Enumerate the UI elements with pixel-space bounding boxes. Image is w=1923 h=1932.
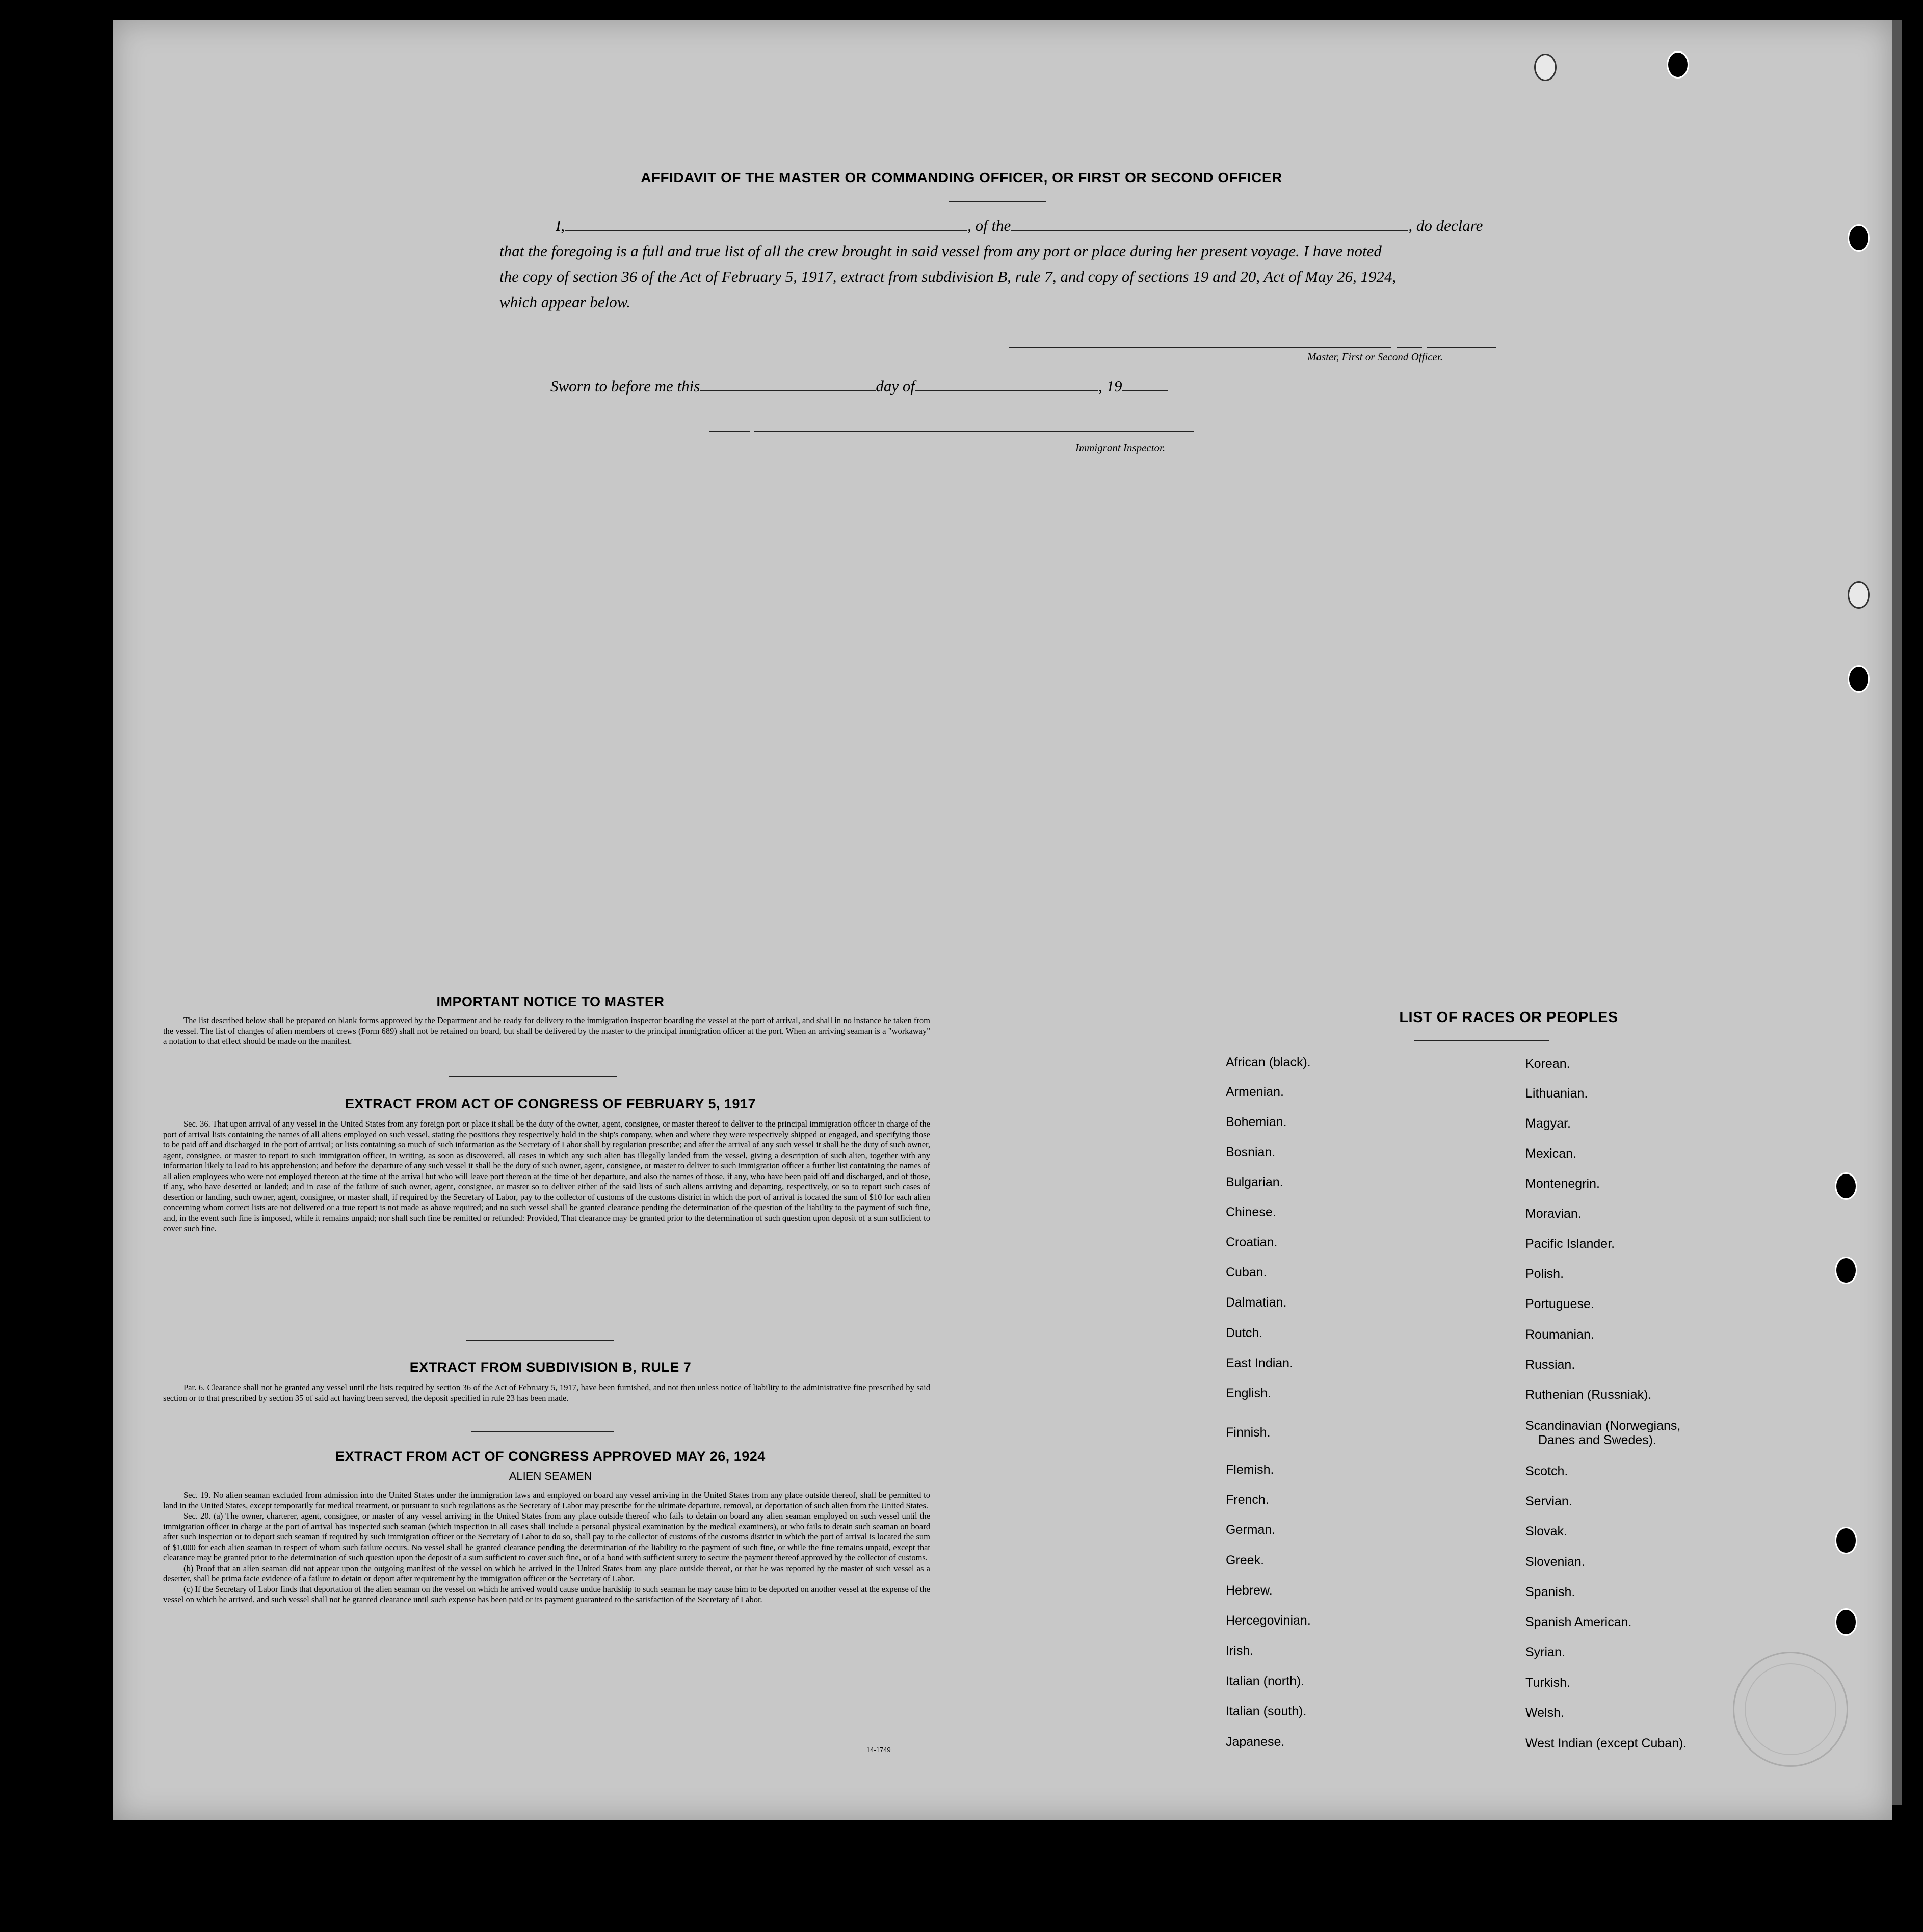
race-item: Bohemian. [1226, 1115, 1287, 1129]
race-item: Ruthenian (Russniak). [1525, 1388, 1652, 1402]
divider [471, 1431, 614, 1432]
divider [949, 201, 1046, 202]
alien-seamen-subtitle: ALIEN SEAMEN [509, 1470, 592, 1482]
race-item: Mexican. [1525, 1146, 1577, 1161]
vessel-label: , of the [967, 217, 1011, 234]
race-item: Servian. [1525, 1494, 1572, 1508]
race-item: African (black). [1226, 1055, 1311, 1069]
race-item: Dalmatian. [1226, 1295, 1287, 1310]
race-item: Greek. [1226, 1553, 1265, 1568]
sec-36-paragraph: Sec. 36. That upon arrival of any vessel in the United States from any foreign port or place it shall be the duty of the owner, agent, consignee, or master thereof to deliver to the principal immigration officer in charge of the port of arrival lists containing the names of all aliens employed on such vessel, stating the positions they respectively hold in the ship's company, when and where they were respectively shipped or engaged, and specifying those to be paid off and discharged in the port of arrival; or lists containing so much of such information as the Secretary of Labor shall by regulation prescribe; and after the arrival of any such vessel it shall be the duty of such owner, agent, consignee, or master to report to such immigration officer, in writing, as soon as discovered, all cases in which any such alien has illegally landed from the vessel, giving a description of such alien, together with any information likely to lead to his apprehension; and before the departure of any such vessel it shall be the duty of such owner, agent, consignee, or master to deliver to such immigration officer a further list containing the names of all alien employees who were not employed thereon at the time of the arrival but who will leave port thereon at the time of her departure, and also the names of those, if any, who have been paid off and discharged, and of those, if any, who have deserted or landed; and in case of the failure of such owner, agent, consignee, or master so to deliver either of the said lists of such aliens arriving and departing, respectively, or so to report such cases of desertion or landing, such owner, agent, consignee, or master shall, if required by the Secretary of Labor, pay to the collector of customs of the customs district in which the port of arrival is located the sum of $10 for each alien concerning whom correct lists are not delivered or a true report is not made as above required; and no such vessel shall be granted clearance pending the determination of the question of the liability to the payment of such fine, and, in the event such fine is imposed, while it remains unpaid; nor shall such fine be remitted or refunded: Provided, That clearance may be granted prior to the determination of such question upon deposit of a sum sufficient to cover such fine. [163, 1119, 930, 1233]
race-item: West Indian (except Cuban). [1525, 1736, 1687, 1751]
race-item: Hebrew. [1226, 1583, 1273, 1598]
year-label: , 19 [1098, 377, 1122, 395]
race-item: Spanish American. [1525, 1615, 1632, 1629]
notice-body [163, 1015, 930, 1047]
race-item: Slovak. [1525, 1524, 1567, 1538]
race-item: Cuban. [1226, 1265, 1267, 1280]
inspector-signature-line [709, 431, 750, 432]
race-item: Moravian. [1525, 1207, 1582, 1221]
inspector-signature-line[interactable] [754, 431, 1194, 432]
race-item: Portuguese. [1525, 1297, 1594, 1311]
binder-hole-icon [1534, 54, 1557, 81]
rule-7-title: EXTRACT FROM SUBDIVISION B, RULE 7 [409, 1360, 692, 1375]
race-item: Polish. [1525, 1267, 1564, 1281]
race-item: Armenian. [1226, 1085, 1284, 1099]
race-item: Scandinavian (Norwegians, [1525, 1419, 1681, 1433]
race-item: Roumanian. [1525, 1327, 1594, 1342]
par-6-paragraph: Par. 6. Clearance shall not be granted any vessel until the lists required by section 36 of the Act of February 5, 1917, have been furnished, and not then unless notice of liability to the administrative fine prescribed by said section or to that prescribed by section 35 of said act having been served, the deposit specified in rule 23 has been made. [163, 1382, 930, 1403]
extract-1924-title: EXTRACT FROM ACT OF CONGRESS APPROVED MAY 26, 1924 [335, 1449, 766, 1464]
declare-label: , do declare [1408, 217, 1483, 234]
race-item: Hercegovinian. [1226, 1613, 1311, 1628]
race-item: Lithuanian. [1525, 1086, 1588, 1101]
race-item: Spanish. [1525, 1585, 1575, 1599]
race-item: French. [1226, 1493, 1269, 1507]
vessel-name-field[interactable] [1011, 218, 1408, 231]
sec-20b-paragraph: (b) Proof that an alien seaman did not appear upon the outgoing manifest of the vessel on which he arrived in the United States from any place outside thereof, or that he was reported by the master of such vessel as a deserter, shall be prima facie evidence of a failure to detain or deport after requirement by the immigration officer or the Secretary of Labor. [163, 1563, 930, 1583]
sec-19-paragraph: Sec. 19. No alien seaman excluded from admission into the United States under the immigration laws and employed on board any vessel arriving in the United States from any place outside thereof, shall be permitted to land in the United States, except temporarily for medical treatment, or pursuant to such regulations as the Secretary of Labor may prescribe for the ultimate departure, removal, or deportation of such alien from the United States. [163, 1490, 930, 1510]
race-item: Pacific Islander. [1525, 1237, 1615, 1251]
extract-1917-title: EXTRACT FROM ACT OF CONGRESS OF FEBRUARY 5, 1917 [345, 1096, 756, 1111]
race-item: Bosnian. [1226, 1145, 1276, 1159]
race-item: Magyar. [1525, 1116, 1571, 1131]
binder-hole-icon [1667, 51, 1689, 79]
binder-hole-icon [1848, 224, 1870, 252]
extract-1924-body [163, 1490, 930, 1605]
declarant-name-field[interactable] [565, 218, 967, 231]
divider [1414, 1040, 1549, 1041]
sec-20c-paragraph: (c) If the Secretary of Labor finds that deportation of the alien seaman on the vessel on which he arrived would cause undue hardship to such seaman he may cause him to be deported on another vessel at the expense of the vessel on which he arrived, and such vessel shall not be granted clearance until such expense has been paid or its payment guaranteed to the satisfaction of the Secretary of Labor. [163, 1584, 930, 1604]
binder-hole-icon [1848, 581, 1870, 609]
race-item: Montenegrin. [1525, 1177, 1600, 1191]
binder-hole-icon [1835, 1527, 1857, 1554]
signature-line [1427, 347, 1496, 348]
signature-line[interactable] [1009, 347, 1391, 348]
notice-title: IMPORTANT NOTICE TO MASTER [436, 994, 665, 1009]
form-number: 14-1749 [866, 1746, 891, 1754]
race-item: Welsh. [1525, 1706, 1564, 1720]
binder-hole-icon [1835, 1257, 1857, 1284]
race-item: Korean. [1525, 1057, 1570, 1071]
affidavit-line-1 [556, 217, 1483, 235]
seal-stamp-icon [1733, 1652, 1848, 1767]
affidavit-line-4: which appear below. [499, 293, 630, 311]
race-item: Russian. [1525, 1357, 1575, 1372]
binder-hole-icon [1848, 665, 1870, 693]
declarant-label: I, [556, 217, 565, 234]
race-item: Turkish. [1525, 1676, 1570, 1690]
sworn-year-field[interactable] [1122, 378, 1168, 391]
divider [466, 1340, 614, 1341]
sworn-month-field[interactable] [915, 378, 1098, 391]
extract-1917-body [163, 1119, 930, 1234]
race-item: Croatian. [1226, 1235, 1278, 1249]
race-item: Syrian. [1525, 1645, 1565, 1659]
race-item: East Indian. [1226, 1356, 1294, 1370]
binder-hole-icon [1835, 1608, 1857, 1636]
race-item: Italian (north). [1226, 1674, 1305, 1688]
race-item: Flemish. [1226, 1463, 1274, 1477]
signature-line [1397, 347, 1422, 348]
binder-hole-icon [1835, 1172, 1857, 1200]
day-of-label: day of [876, 377, 915, 395]
race-item: Scotch. [1525, 1464, 1568, 1478]
affidavit-line-2: that the foregoing is a full and true list of all the crew brought in said vessel from any port or place during her present voyage. I have noted [499, 242, 1382, 260]
race-item: Japanese. [1226, 1735, 1285, 1749]
affidavit-line-3: the copy of section 36 of the Act of February 5, 1917, extract from subdivision B, rule 7, and copy of sections 19 and 20, Act of May 26, 1924, [499, 268, 1397, 285]
notice-paragraph: The list described below shall be prepared on blank forms approved by the Department and be ready for delivery to the immigration inspector boarding the vessel at the port of arrival, and shall in no instance be taken from the vessel. The list of changes of alien members of crews (Form 689) shall not be retained on board, but shall be delivered by the master to the principal immigration officer at the port. When an arriving seaman is a "workaway" a notation to that effect should be made on the manifest. [163, 1015, 930, 1046]
races-title: LIST OF RACES OR PEOPLES [1399, 1009, 1618, 1026]
race-item: Irish. [1226, 1643, 1254, 1658]
sec-20a-paragraph: Sec. 20. (a) The owner, charterer, agent, consignee, or master of any vessel arriving in the United States from any place outside thereof who fails to detain on board any alien seaman employed on such vessel until the immigration officer in charge at the port of arrival has inspected such seaman (which inspection in all cases shall include a personal physical examination by the medical examiners), or who fails to detain such seaman on board after such inspection or to deport such seaman if required by such immigration officer or the Secretary of Labor to do so, shall pay to the collector of customs of the customs district in which the port of arrival is located the sum of $1,000 for each alien seaman in respect of whom such failure occurs. No vessel shall be granted clearance pending the determination of the liability to the payment of such fine, or while the fine remains unpaid, except that clearance may be granted prior to the determination of such question upon the deposit of a sum sufficient to cover such fine, or of a bond with sufficient surety to secure the payment thereof approved by the collector of customs. [163, 1511, 930, 1562]
master-signature-label: Master, First or Second Officer. [1307, 351, 1443, 363]
race-item: Danes and Swedes). [1538, 1433, 1657, 1447]
race-item: Slovenian. [1525, 1555, 1585, 1569]
inspector-label: Immigrant Inspector. [1075, 441, 1166, 454]
affidavit-title: AFFIDAVIT OF THE MASTER OR COMMANDING OFFICER, OR FIRST OR SECOND OFFICER [641, 170, 1282, 186]
rule-7-body [163, 1382, 930, 1403]
divider [449, 1076, 617, 1077]
race-item: Finnish. [1226, 1425, 1271, 1440]
sworn-day-field[interactable] [700, 378, 876, 391]
race-item: English. [1226, 1386, 1271, 1400]
race-item: German. [1226, 1523, 1276, 1537]
race-item: Dutch. [1226, 1326, 1263, 1340]
race-item: Chinese. [1226, 1205, 1276, 1219]
race-item: Italian (south). [1226, 1704, 1307, 1718]
sworn-line [550, 377, 1168, 396]
race-item: Bulgarian. [1226, 1175, 1283, 1189]
sworn-label: Sworn to before me this [550, 377, 700, 395]
page-edge [1892, 20, 1902, 1805]
